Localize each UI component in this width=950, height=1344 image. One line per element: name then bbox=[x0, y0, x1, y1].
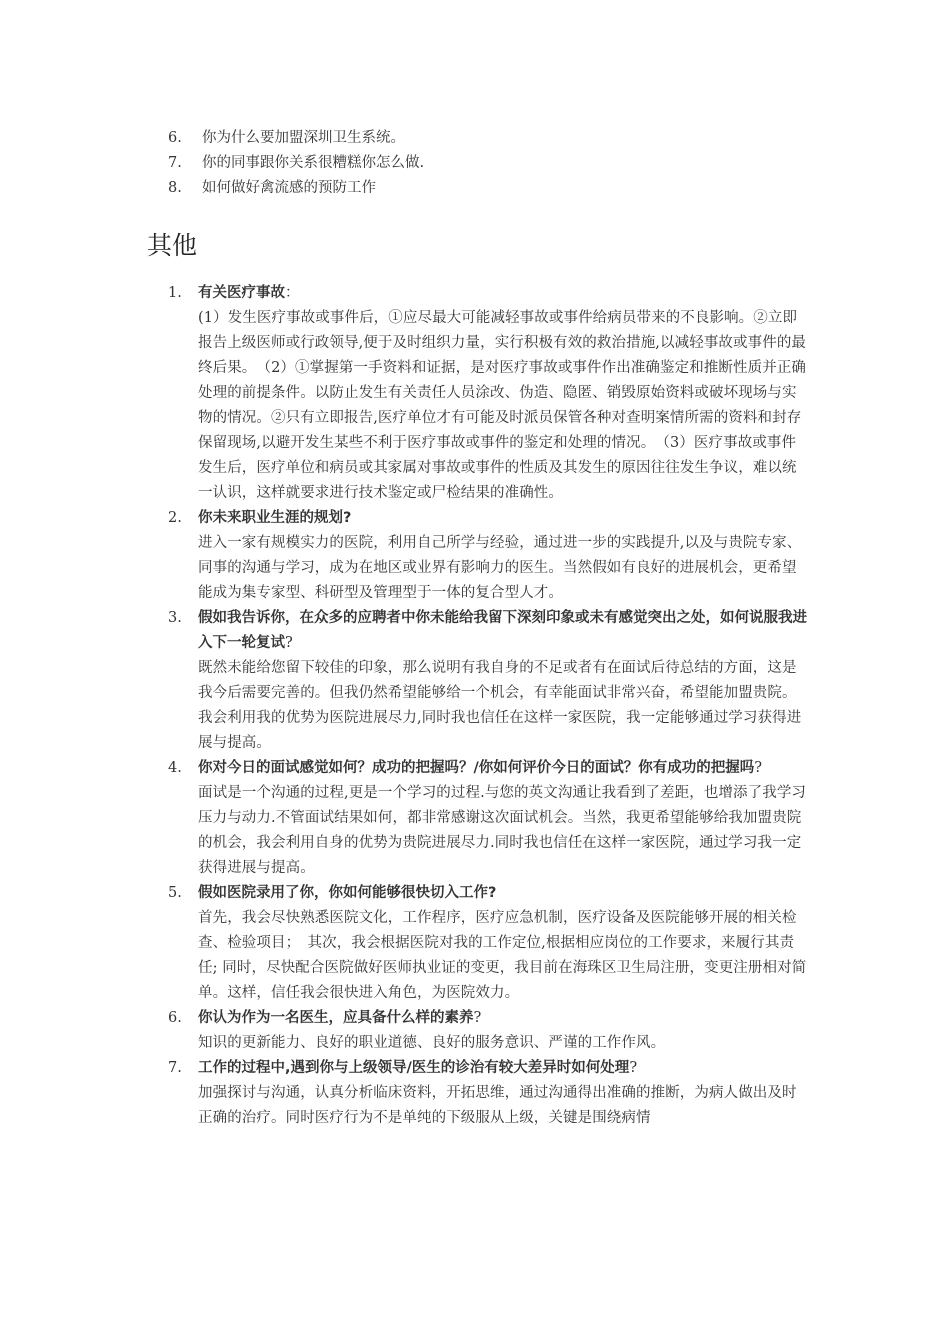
qa-question bbox=[198, 281, 808, 306]
qa-answer: 既然未能给您留下较佳的印象，那么说明有我自身的不足或者有在面试后待总结的方面，这是我今后需要完善的。但我仍然希望能够给一个机会，有幸能面试非常兴奋，希望能加盟贵院。我会利用我的优势为医院进展尽力,同时我也信任在这样一家医院，我一定能够通过学习获得进展与提高。 bbox=[198, 660, 802, 751]
question-punct: ： bbox=[285, 285, 300, 301]
question-text: 你对今日的面试感觉如何？成功的把握吗？/你如何评价今日的面试？你有成功的把握吗 bbox=[198, 760, 755, 776]
qa-question bbox=[198, 506, 808, 531]
qa-question bbox=[198, 606, 808, 656]
list-item bbox=[168, 176, 424, 201]
list-item-text: 你的同事跟你关系很糟糕你怎么做. bbox=[202, 155, 425, 171]
question-text: 假如医院录用了你，你如何能够很快切入工作? bbox=[198, 885, 497, 901]
qa-list bbox=[168, 281, 808, 1131]
qa-question bbox=[198, 1056, 808, 1081]
qa-item bbox=[168, 756, 808, 881]
qa-question bbox=[198, 756, 808, 781]
qa-number: 6. bbox=[168, 1010, 182, 1026]
list-item-text: 如何做好禽流感的预防工作 bbox=[202, 180, 376, 196]
list-number: 6. bbox=[168, 130, 182, 146]
question-text: 工作的过程中,遇到你与上级领导/医生的诊治有较大差异时如何处理 bbox=[198, 1060, 630, 1076]
list-item bbox=[168, 151, 424, 176]
question-text: 你未来职业生涯的规划? bbox=[198, 510, 352, 526]
qa-answer: 首先，我会尽快熟悉医院文化，工作程序，医疗应急机制，医疗设备及医院能够开展的相关检查、检验项目； 其次，我会根据医院对我的工作定位,根据相应岗位的工作要求，来履行其责任; 同时，尽快配合医院做好医师执业证的变更，我目前在海珠区卫生局注册，变更注册相对简单。这样，信任我会很快进入角色，为医院效力。 bbox=[198, 910, 807, 1001]
qa-number: 1. bbox=[168, 285, 182, 301]
question-punct: ? bbox=[285, 635, 293, 651]
qa-number: 3. bbox=[168, 610, 182, 626]
qa-answer: 加强探讨与沟通，认真分析临床资料，开拓思维，通过沟通得出准确的推断，为病人做出及时正确的治疗。同时医疗行为不是单纯的下级服从上级，关键是围绕病情 bbox=[198, 1085, 797, 1126]
qa-answer: 进入一家有规模实力的医院，利用自己所学与经验，通过进一步的实践提升,以及与贵院专家、同事的沟通与学习，成为在地区或业界有影响力的医生。当然假如有良好的进展机会，更希望能成为集专家型、科研型及管理型于一体的复合型人才。 bbox=[198, 535, 802, 601]
qa-question bbox=[198, 1006, 808, 1031]
list-number: 7. bbox=[168, 155, 182, 171]
qa-question bbox=[198, 881, 808, 906]
question-text: 你认为作为一名医生，应具备什么样的素养 bbox=[198, 1010, 474, 1026]
qa-answer: (1）发生医疗事故或事件后，①应尽最大可能减轻事故或事件给病员带来的不良影响。②立即报告上级医师或行政领导,便于及时组织力量，实行积极有效的救治措施,以减轻事故或事件的最终后果。 （2）①掌握第一手资料和证据，是对医疗事故或事件作出准确鉴定和推断性质并正确处理的前提条件。以防止发生有关责任人员涂改、伪造、隐匿、销毁原始资料或破坏现场与实物的情况。②只有立即报告,医疗单位才有可能及时派员保管各种对查明案情所需的资料和封存保留现场,以避开发生某些不利于医疗事故或事件的鉴定和处理的情况。 （3）医疗事故或事件发生后，医疗单位和病员或其家属对事故或事件的性质及其发生的原因往往发生争议，难以统一认识，这样就要求进行技术鉴定或尸检结果的准确性。 bbox=[198, 310, 807, 501]
question-text: 有关医疗事故 bbox=[198, 285, 285, 301]
qa-item bbox=[168, 1056, 808, 1131]
list-item-text: 你为什么要加盟深圳卫生系统。 bbox=[202, 130, 405, 146]
list-item bbox=[168, 126, 424, 151]
qa-number: 4. bbox=[168, 760, 182, 776]
continued-question-list bbox=[168, 126, 424, 201]
qa-item bbox=[168, 881, 808, 1006]
qa-item bbox=[168, 506, 808, 606]
qa-answer: 知识的更新能力、良好的职业道德、良好的服务意识、严谨的工作作风。 bbox=[198, 1035, 666, 1051]
list-number: 8. bbox=[168, 180, 182, 196]
qa-item bbox=[168, 281, 808, 506]
question-punct: ? bbox=[473, 1010, 482, 1026]
question-text: 假如我告诉你，在众多的应聘者中你未能给我留下深刻印象或未有感觉突出之处，如何说服我进入下一轮复试 bbox=[198, 610, 807, 651]
qa-number: 7. bbox=[168, 1060, 182, 1076]
qa-answer: 面试是一个沟通的过程,更是一个学习的过程.与您的英文沟通让我看到了差距，也增添了我学习压力与动力.不管面试结果如何，都非常感谢这次面试机会。当然，我更希望能够给我加盟贵院的机会，我会利用自身的优势为贵院进展尽力.同时我也信任在这样一家医院，通过学习我一定获得进展与提高。 bbox=[198, 785, 807, 876]
qa-number: 5. bbox=[168, 885, 182, 901]
section-heading: 其他 bbox=[147, 231, 198, 260]
qa-number: 2. bbox=[168, 510, 182, 526]
question-punct: ? bbox=[629, 1060, 638, 1076]
qa-item bbox=[168, 606, 808, 756]
qa-item bbox=[168, 1006, 808, 1056]
question-punct: ? bbox=[754, 760, 763, 776]
